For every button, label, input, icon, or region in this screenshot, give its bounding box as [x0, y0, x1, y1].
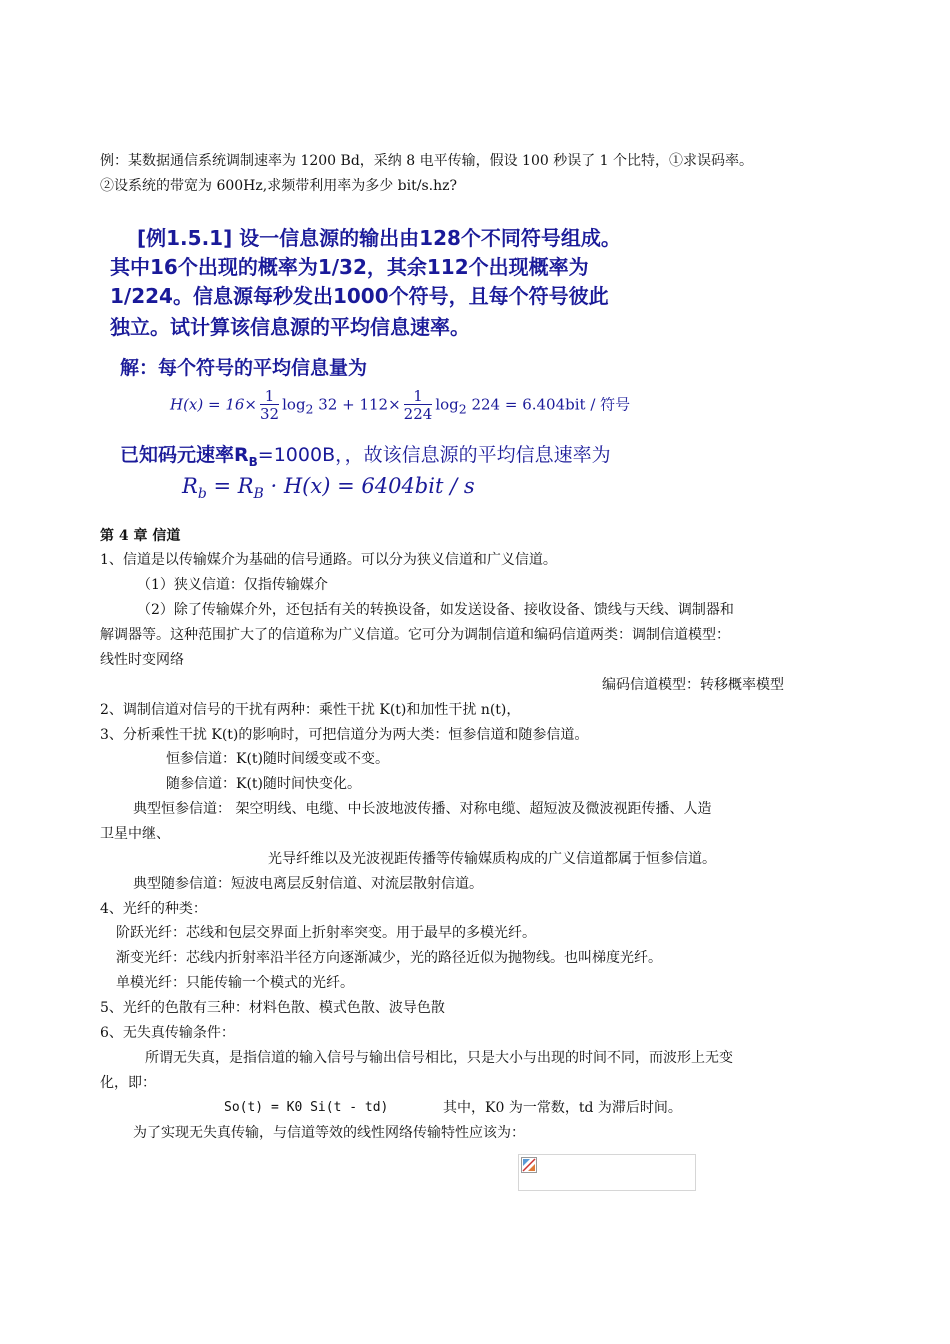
formula1-rhs: 224 = 6.404bit / 符号: [466, 395, 631, 414]
formula1-lhs: H(x) = 16×: [170, 395, 258, 414]
text-line: 编码信道模型：转移概率模型: [602, 677, 784, 693]
text-line: 6、无失真传输条件：: [100, 1025, 235, 1041]
text-line: 线性时变网络: [100, 652, 184, 668]
text-line: 其中，K0 为一常数，td 为滞后时间。: [443, 1100, 682, 1116]
formula1-frac2-den: 224: [403, 405, 433, 423]
text-line: 随参信道：K(t)随时间快变化。: [166, 776, 362, 792]
text-line: （2）除了传输媒介外，还包括有关的转换设备，如发送设备、接收设备、馈线与天线、调制器和: [137, 602, 734, 618]
formula2-rest: · H(x) = 6404bit / s: [263, 474, 475, 498]
text-line: 化，即：: [100, 1075, 156, 1091]
text-line: （1）狭义信道：仅指传输媒介: [137, 577, 328, 593]
missing-image-placeholder: [518, 1154, 696, 1191]
text-line: 渐变光纤：芯线内折射率沿半径方向逐渐减少，光的路径近似为抛物线。也叫梯度光纤。: [116, 950, 662, 966]
entropy-formula: [170, 388, 630, 423]
text-line: 典型恒参信道： 架空明线、电缆、中长波地波传播、对称电缆、超短波及微波视距传播、人造: [133, 801, 712, 817]
formula2-r: R: [182, 474, 198, 498]
text-line: 典型随参信道：短波电离层反射信道、对流层散射信道。: [133, 876, 483, 892]
known-rate-text-b: =1000B，，故该信息源的平均信息速率为: [257, 444, 611, 466]
text-line: 单模光纤：只能传输一个模式的光纤。: [116, 975, 354, 991]
info-rate-formula: [182, 474, 475, 502]
distortionless-equation: So(t) = K0 Si(t - td): [224, 1100, 389, 1115]
formula1-log-1: log: [282, 395, 306, 414]
text-line: 4、光纤的种类：: [100, 901, 207, 917]
known-rate-line: [120, 443, 611, 474]
formula1-log-base-2: 2: [458, 401, 467, 417]
example-151-line-2: 其中16个出现的概率为1/32，其余112个出现概率为: [110, 255, 589, 279]
chapter-title: 第 4 章 信道: [100, 528, 181, 544]
formula1-log-base-1: 2: [305, 401, 314, 417]
formula2-rb-sub: b: [197, 486, 207, 503]
broken-image-icon: [521, 1157, 537, 1173]
text-line: 3、分析乘性干扰 K(t)的影响时，可把信道分为两大类：恒参信道和随参信道。: [100, 727, 589, 743]
example-151-line-4: 独立。试计算该信息源的平均信息速率。: [110, 315, 470, 339]
example-151-line-1: [例1.5.1] 设一信息源的输出由128个不同符号组成。: [137, 226, 621, 250]
formula1-frac2-num: 1: [404, 388, 433, 405]
formula1-log-2: log: [435, 395, 459, 414]
text-line: 5、光纤的色散有三种：材料色散、模式色散、波导色散: [100, 1000, 445, 1016]
text-line: 解调器等。这种范围扩大了的信道称为广义信道。它可分为调制信道和编码信道两类：调制信道模型：: [100, 627, 730, 643]
example-intro-line-2: ②设系统的带宽为 600Hz,求频带利用率为多少 bit/s.hz?: [100, 178, 457, 194]
known-rate-sub: B: [248, 454, 258, 469]
text-line: 2、调制信道对信号的干扰有两种：乘性干扰 K(t)和加性干扰 n(t)，: [100, 702, 521, 718]
text-line: 阶跃光纤：芯线和包层交界面上折射率突变。用于最早的多模光纤。: [116, 925, 536, 941]
text-line: 卫星中继、: [100, 826, 170, 842]
text-line: 恒参信道：K(t)随时间缓变或不变。: [166, 751, 390, 767]
formula2-rB-sub: B: [253, 486, 264, 503]
formula1-fraction-2: [404, 388, 433, 423]
formula1-mid: 32 + 112×: [313, 395, 401, 414]
formula1-frac1-den: 32: [260, 405, 280, 423]
text-line: 1、信道是以传输媒介为基础的信号通路。可以分为狭义信道和广义信道。: [100, 552, 557, 568]
text-line: 为了实现无失真传输，与信道等效的线性网络传输特性应该为：: [133, 1125, 525, 1141]
known-rate-text-a: 已知码元速率R: [120, 444, 249, 466]
example-intro-line-1: 例：某数据通信系统调制速率为 1200 Bd，采纳 8 电平传输，假设 100 秒误了 1 个比特，①求误码率。: [100, 153, 754, 169]
text-line: 所谓无失真，是指信道的输入信号与输出信号相比，只是大小与出现的时间不同，而波形上无变: [145, 1050, 733, 1066]
text-line: 光导纤维以及光波视距传播等传输媒质构成的广义信道都属于恒参信道。: [268, 851, 716, 867]
formula1-fraction-1: [260, 388, 279, 423]
formula2-eq: = R: [206, 474, 254, 498]
solution-label: 解：每个符号的平均信息量为: [120, 357, 368, 379]
example-151-line-3: 1/224。信息源每秒发出1000个符号，且每个符号彼此: [110, 284, 609, 308]
formula1-frac1-num: 1: [260, 388, 279, 405]
